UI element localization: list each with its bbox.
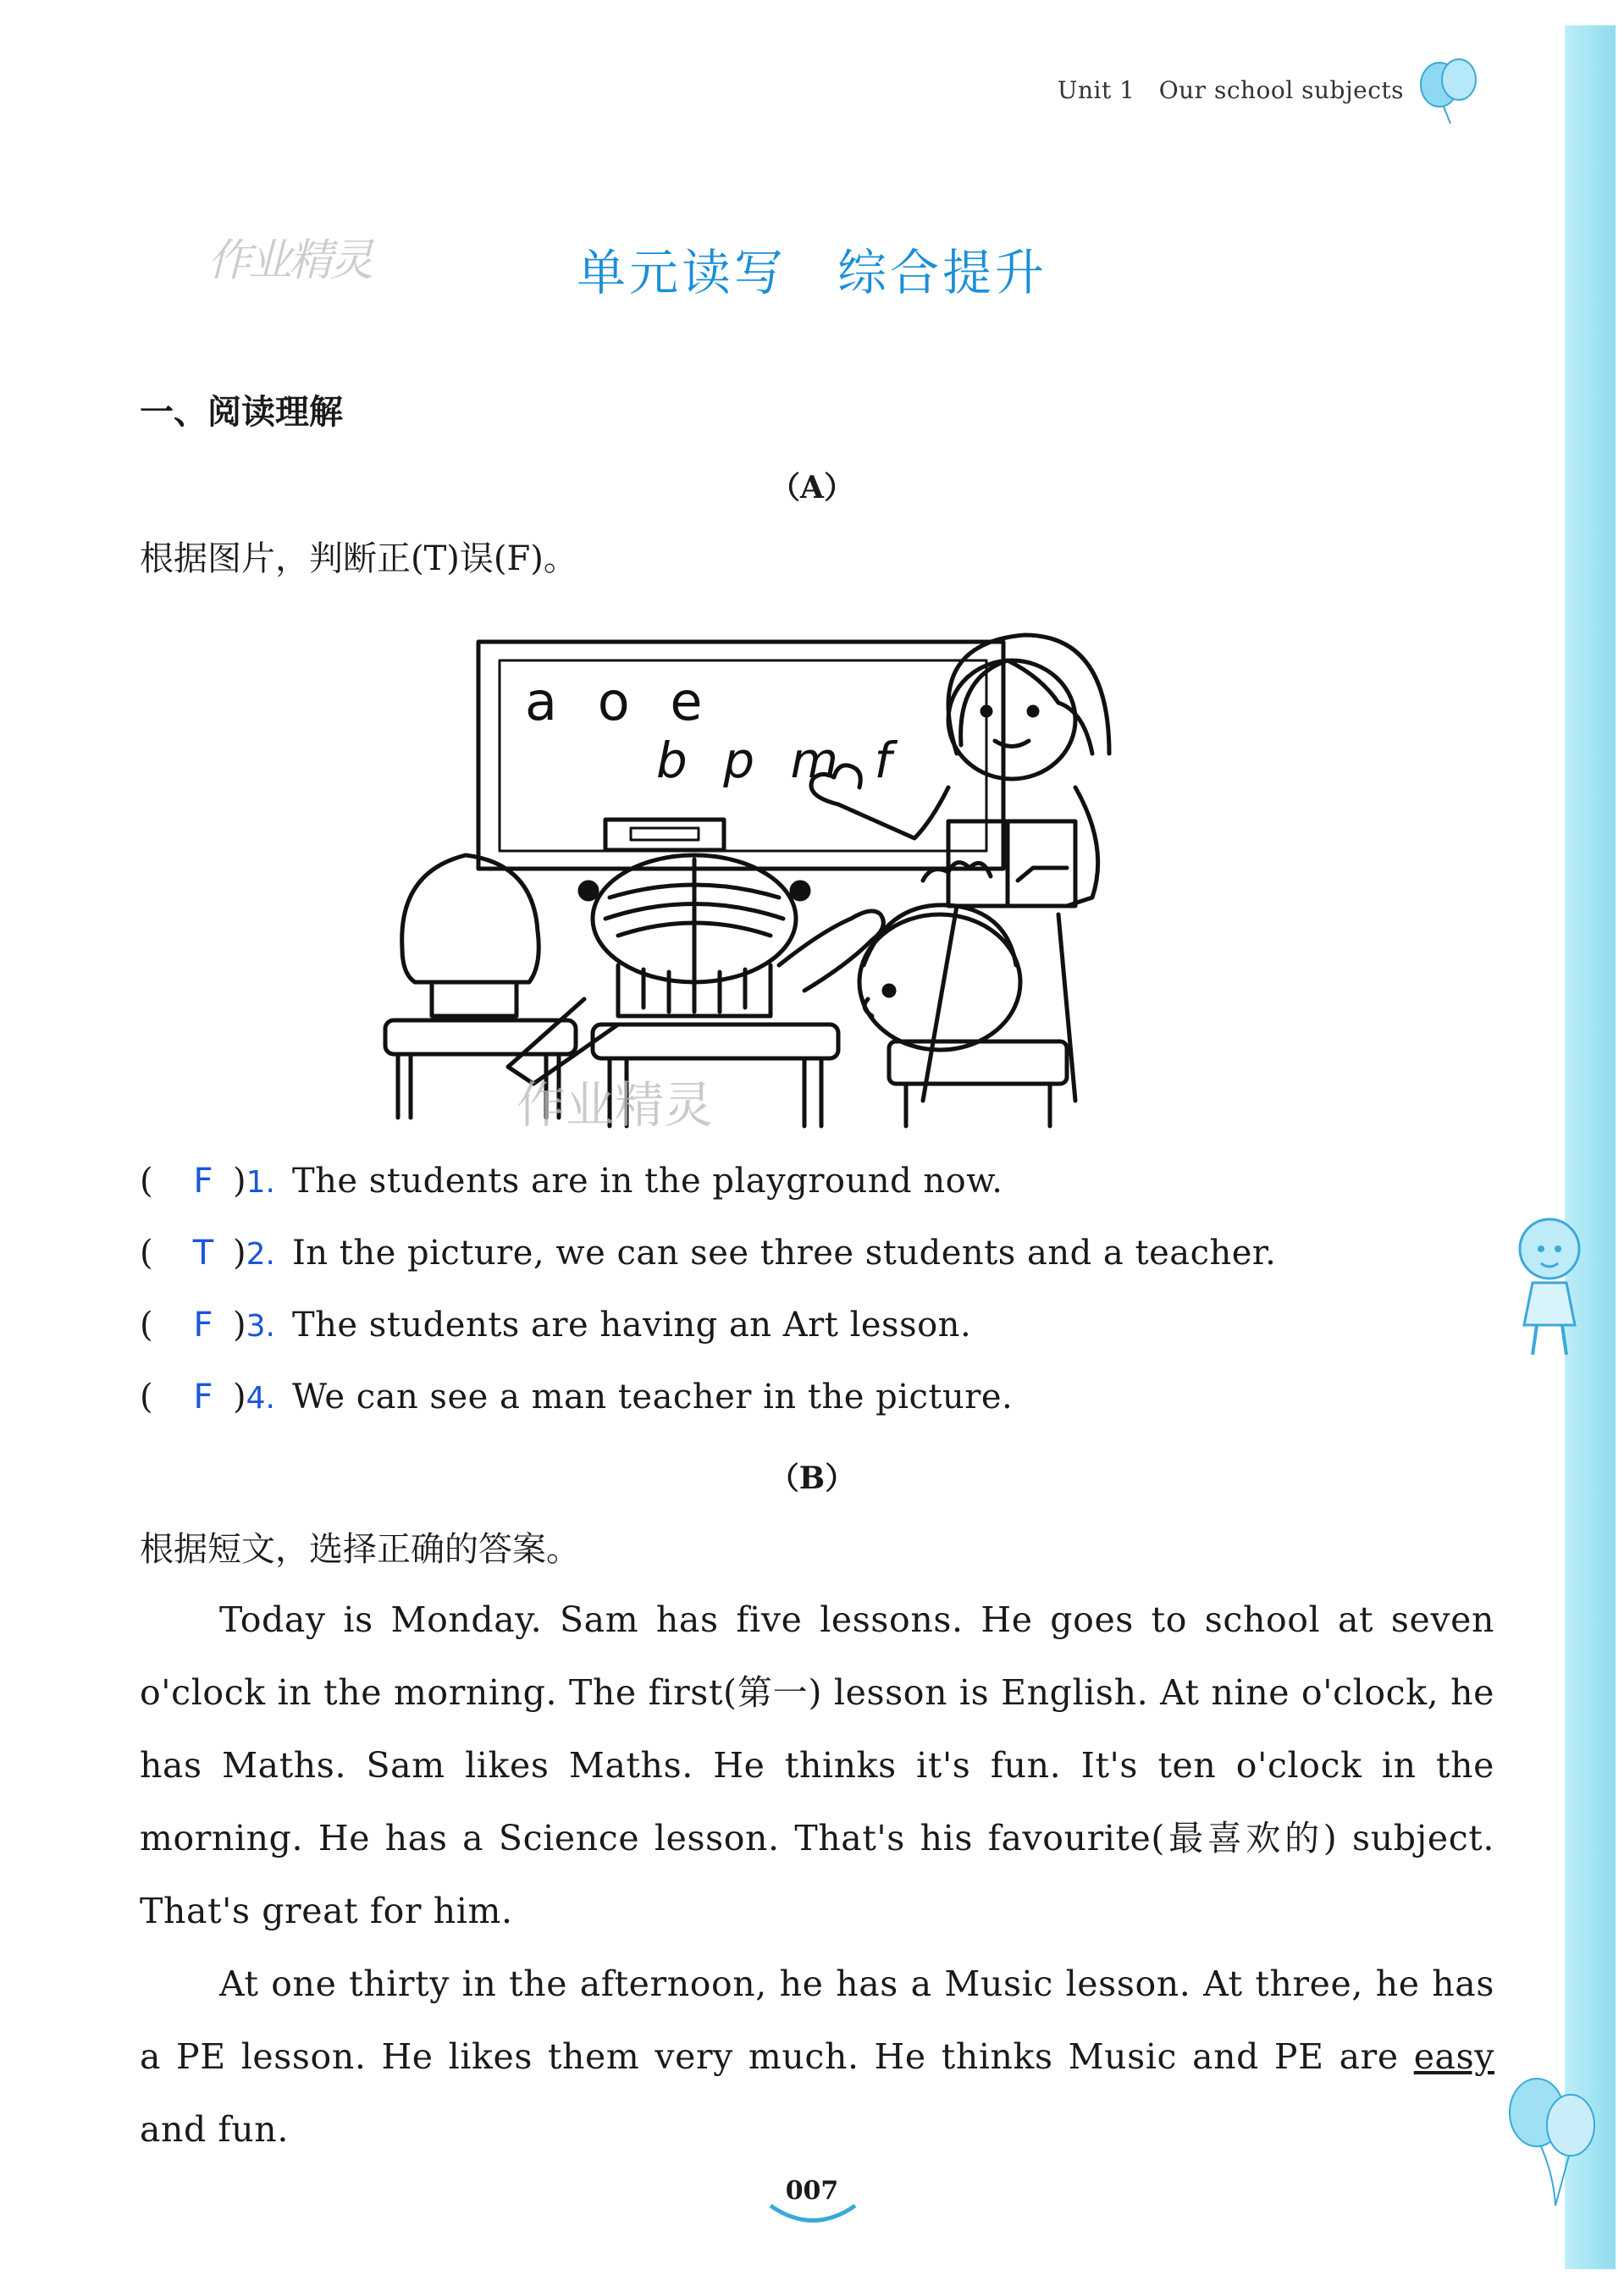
page-title [0, 233, 1624, 304]
question-number: 4. [246, 1381, 275, 1416]
question-row: ( F ) 1. The students are in the playground now. [140, 1162, 1003, 1201]
question-number: 2. [246, 1237, 275, 1272]
part-a-label: （A） [770, 470, 854, 505]
passage-paragraph-1: Today is Monday. Sam has five lessons. He goes to school at seven o'clock in the morning. The first(第一) lesson is English. At nine o'clock, he has Maths. Sam likes Maths. He thinks it's fun. It's ten o'clock in the morning. He has a Science lesson. That's his favourite(最喜欢的) subject. That's great for him. [140, 1599, 1494, 1931]
question-number: 1. [246, 1165, 275, 1200]
board-letters-row-2: b p m f [656, 732, 902, 789]
question-row: ( F ) 3. The students are having an Art lesson. [140, 1306, 972, 1345]
cartoon-girl-icon [1507, 1202, 1592, 1372]
subject-label: Our school subjects [1158, 76, 1404, 104]
question-text: In the picture, we can see three students and a teacher. [291, 1234, 1277, 1273]
question-number: 3. [246, 1309, 275, 1344]
decorative-side-strip [1565, 25, 1616, 2269]
question-text: The students are in the playground now. [291, 1162, 1003, 1201]
answer-value: T [192, 1234, 214, 1273]
running-header [1058, 76, 1404, 104]
part-b-label: （B） [768, 1461, 856, 1496]
unit-label: Unit 1 [1057, 76, 1135, 104]
title-part-1: 单元读写 [576, 244, 787, 301]
page-number: 007 [785, 2176, 839, 2206]
classroom-illustration [364, 627, 1202, 1135]
board-letters-row-1: a o e [525, 671, 715, 732]
part-a-instruction: 根据图片，判断正(T)误(F)。 [140, 539, 577, 578]
title-part-2: 综合提升 [837, 244, 1048, 301]
reading-passage [140, 1583, 1494, 2166]
passage-paragraph-2: At one thirty in the afternoon, he has a Music lesson. At three, he has a PE lesson. He likes them very much. He thinks Music and PE are easy and fun. [140, 1963, 1494, 2150]
section-heading: 一、阅读理解 [140, 393, 343, 432]
watermark-logo: 作业精灵 [207, 235, 371, 286]
balloon-icon [1410, 51, 1486, 127]
answer-value: F [193, 1378, 213, 1417]
question-text: We can see a man teacher in the picture. [291, 1378, 1014, 1417]
underlined-word: easy [1413, 2036, 1494, 2077]
answer-value: F [193, 1162, 213, 1201]
question-text: The students are having an Art lesson. [291, 1306, 972, 1345]
page-number-ornament-icon [766, 2201, 859, 2227]
picture-watermark: 作业精灵 [516, 1076, 714, 1134]
answer-value: F [193, 1306, 213, 1345]
part-b-instruction: 根据短文，选择正确的答案。 [140, 1530, 580, 1569]
question-row: ( F ) 4. We can see a man teacher in the picture. [140, 1378, 1014, 1417]
question-row: ( T ) 2. In the picture, we can see three students and a teacher. [140, 1234, 1277, 1273]
